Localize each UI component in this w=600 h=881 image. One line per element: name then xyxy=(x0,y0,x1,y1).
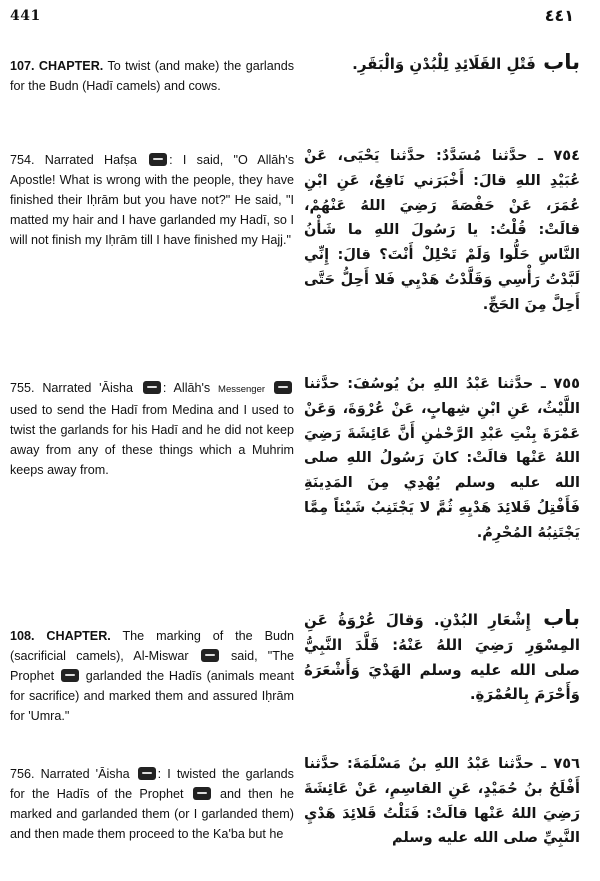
hadith-755-messenger: Messenger xyxy=(218,384,272,395)
honorific-seal-icon xyxy=(143,381,161,394)
chapter-107-text: To twist (and make) the garlands for the Budn (Hadī camels) and cows. xyxy=(10,59,294,93)
chapter-107-arabic-text: فَتْلِ القَلَائِدِ لِلْبُدْنِ وَالْبَقَرِ. xyxy=(352,55,536,73)
page-number-arabic: ٤٤١ xyxy=(544,6,574,25)
hadith-755-text-c: used to send the Hadī from Medina and I used to twist the garlands for his Hadī and he did not keep away from any of these things which a Muhrim keeps away from. xyxy=(10,403,294,477)
chapter-108-english xyxy=(10,626,294,726)
honorific-seal-icon xyxy=(138,767,156,780)
chapter-108-text-a: The marking of the Budn (sacrificial camels), Al-Miswar xyxy=(10,629,294,663)
hadith-756-text-a: 756. Narrated 'Āisha xyxy=(10,767,136,781)
chapter-108-arabic-text: إِشْعَارِ البُدْنِ. وَقالَ عُرْوَةُ عَنِ المِسْوَرِ رَضِيَ اللهُ عَنْهُ: قَلَّدَ النَّبِيُّ صلى الله عليه وسلم الهَدْيَ وَأَشْعَرَهُ وَأَحْرَمَ بِالعُمْرَةِ. xyxy=(304,611,580,704)
honorific-seal-icon xyxy=(149,153,167,166)
chapter-107-arabic xyxy=(304,50,580,77)
hadith-754-text-b: : I said, "O Allāh's Apostle! What is wrong with the people, they have finished their Iḥrām but you have not?" He said, "I matted my hair and I have garlanded my Hadī, so I will not finish my Iḥrām till I have finished my Hajj." xyxy=(10,153,295,247)
hadith-754-text-a: 754. Narrated Hafṣa xyxy=(10,153,148,167)
hadith-755-text-b: : Allāh's xyxy=(162,381,219,395)
chapter-107-english xyxy=(10,56,294,96)
hadith-755-english xyxy=(10,378,294,480)
hadith-754-english xyxy=(10,150,294,250)
chapter-108-text-b: said, "The Prophet xyxy=(10,649,294,683)
hadith-756-arabic: ٧٥٦ ـ حدَّثنا عَبْدُ اللهِ بنُ مَسْلَمَةَ: حدَّثنا أَفْلَحُ بنُ حُمَيْدٍ، عَنِ القاسِمِ، عَنْ عَائِشَةَ رَضِيَ اللهُ عَنْها قالَتْ: فَتَلْتُ قَلائِدَ هَدْيِ النَّبِيِّ صلى الله عليه وسلم xyxy=(304,756,580,847)
hadith-755-text-a: 755. Narrated 'Āisha xyxy=(10,381,141,395)
hadith-756-text-b: : I twisted the garlands for the Hadīs of the Prophet xyxy=(10,767,294,801)
honorific-seal-icon xyxy=(201,649,219,662)
salutation-seal-icon xyxy=(274,381,292,394)
chapter-108-heading: 108. CHAPTER. xyxy=(10,629,111,643)
chapter-108-arabic xyxy=(304,606,580,707)
hadith-756-english xyxy=(10,764,294,844)
page-number-english: 441 xyxy=(10,8,41,24)
salutation-seal-icon xyxy=(193,787,211,800)
hadith-756-text-c: and then he marked and garlanded them (or I garlanded them) and then made them proceed to the Ka'ba but he xyxy=(10,787,294,841)
hadith-755-arabic: ٧٥٥ ـ حدَّثنا عَبْدُ اللهِ بنُ يُوسُفَ: حدَّثنا اللَّيْثُ، عَنِ ابْنِ شِهابٍ، عَنْ عُرْوَةَ، وَعَنْ عَمْرَةَ بِنْتِ عَبْدِ الرَّحْمٰنِ أَنَّ عَائِشَةَ رَضِيَ اللهُ عَنْها قالَتْ: كانَ رَسُولُ اللهِ صلى الله عليه وسلم يُهْدِي مِنَ المَدِينَةِ فَأَفْتِلُ قَلائِدَ هَدْيِهِ ثُمَّ لا يَجْتَنِبُ شَيْئاً مِمَّا يَجْتَنِبُهُ المُحْرِمُ. xyxy=(304,376,580,541)
chapter-107-arabic-bab: باب xyxy=(535,50,580,74)
chapter-108-arabic-bab: باب xyxy=(530,606,580,630)
chapter-108-text-c: garlanded the Hadīs (animals meant for sacrifice) and marked them and assured Iḥrām for 'Umra." xyxy=(10,669,294,723)
chapter-107-heading: 107. CHAPTER. xyxy=(10,59,104,73)
salutation-seal-icon xyxy=(61,669,79,682)
hadith-754-arabic: ٧٥٤ ـ حدَّثنا مُسَدَّدٌ: حدَّثنا يَحْيَى، عَنْ عُبَيْدِ اللهِ قالَ: أَخْبَرَني نَافِعٌ، عَنِ ابْنِ عُمَرَ، عَنْ حَفْصَةَ رَضِيَ اللهُ عَنْهُمْ، قالَتْ: قُلْتُ: يا رَسُولَ اللهِ ما شَأْنُ النَّاسِ حَلُّوا وَلَمْ تَحْلِلْ أَنْتَ؟ قالَ: إِنِّي لَبَّدْتُ رَأْسِي وَقَلَّدْتُ هَدْيِي فَلا أَحِلُّ حَتَّى أَحِلَّ مِنَ الحَجِّ. xyxy=(304,148,580,313)
